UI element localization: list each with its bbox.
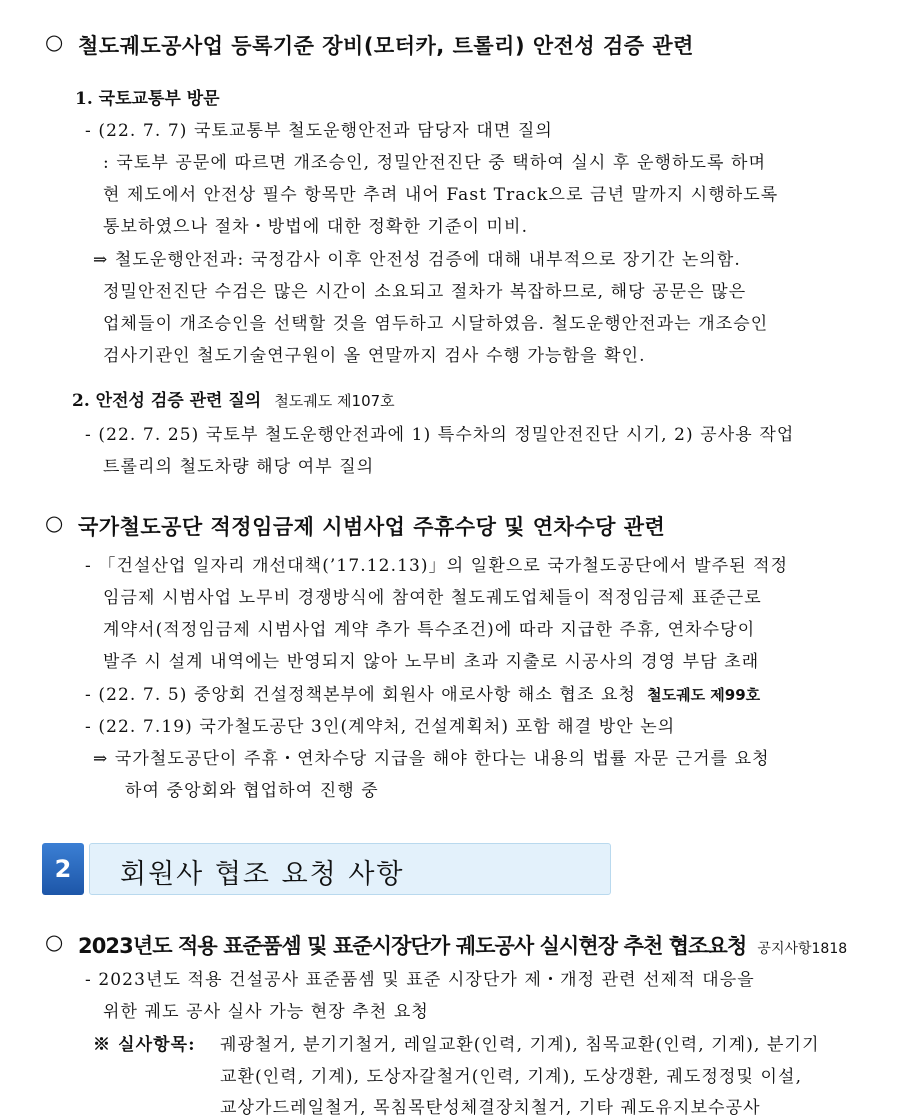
section-title: 회원사 협조 요청 사항: [120, 859, 405, 890]
paragraph-line: - 2023년도 적용 건설공사 표준품셈 및 표준 시장단가 제・개정 관련 선제적 대응을: [85, 970, 755, 990]
bullet-icon: ○: [45, 30, 64, 54]
reference-number: 철도궤도 제107호: [274, 392, 395, 410]
reference-number: 공지사항1818: [757, 941, 848, 957]
paragraph-line: - (22. 7. 5) 중앙회 건설정책본부에 회원사 애로사항 해소 협조 요청: [85, 685, 637, 705]
subheading-row: [72, 386, 395, 411]
paragraph-line: : 국토부 공문에 따르면 개조승인, 정밀안전진단 중 택하여 실시 후 운행하도록 하며: [103, 153, 767, 173]
paragraph-line: ⇒ 국가철도공단이 주휴・연차수당 지급을 해야 한다는 내용의 법률 자문 근거를 요청: [93, 749, 770, 769]
paragraph-line: 트롤리의 철도차량 해당 여부 질의: [103, 457, 375, 477]
subheading: 1. 국토교통부 방문: [75, 89, 220, 109]
paragraph-line: 발주 시 설계 내역에는 반영되지 않아 노무비 초과 지출로 시공사의 경영 부담 초래: [103, 652, 760, 672]
topic-title: 2023년도 적용 표준품셈 및 표준시장단가 궤도공사 실시현장 추천 협조요청: [78, 934, 747, 958]
note-label: ※ 실사항목:: [93, 1035, 196, 1055]
paragraph-line: 검사기관인 철도기술연구원이 올 연말까지 검사 수행 가능함을 확인.: [103, 346, 646, 366]
paragraph-line: 하여 중앙회와 협업하여 진행 중: [125, 781, 379, 801]
paragraph-line: 임금제 시범사업 노무비 경쟁방식에 참여한 철도궤도업체들이 적정임금제 표준근로: [103, 588, 762, 608]
paragraph-line: - (22. 7.19) 국가철도공단 3인(계약처, 건설계획처) 포함 해결 방안 논의: [85, 717, 676, 737]
section-header: [89, 843, 611, 895]
section-number-badge: 2: [42, 843, 84, 895]
paragraph-line: - 「건설산업 일자리 개선대책(’17.12.13)」의 일환으로 국가철도공단에서 발주된 적정: [85, 556, 789, 576]
paragraph-line: 현 제도에서 안전상 필수 항목만 추려 내어 Fast Track으로 금년 말까지 시행하도록: [103, 185, 779, 205]
paragraph-line: 정밀안전진단 수검은 많은 시간이 소요되고 절차가 복잡하므로, 해당 공문은 많은: [103, 282, 747, 302]
topic-title: 철도궤도공사업 등록기준 장비(모터카, 트롤리) 안전성 검증 관련: [78, 34, 694, 58]
bullet-icon: ○: [45, 930, 64, 954]
note-line: 교상가드레일철거, 목침목탄성체결장치철거, 기타 궤도유지보수공사: [220, 1098, 761, 1118]
reference-number: 철도궤도 제99호: [647, 686, 761, 704]
paragraph-line: 통보하였으나 절차・방법에 대한 정확한 기준이 미비.: [103, 217, 529, 237]
note-line: 궤광철거, 분기기철거, 레일교환(인력, 기계), 침목교환(인력, 기계), 분기기: [220, 1035, 820, 1055]
subheading: 2. 안전성 검증 관련 질의: [72, 391, 262, 411]
paragraph-line: - (22. 7. 25) 국토부 철도운행안전과에 1) 특수차의 정밀안전진단 시기, 2) 공사용 작업: [85, 425, 795, 445]
bullet-icon: ○: [45, 511, 64, 535]
paragraph-line: 위한 궤도 공사 실사 가능 현장 추천 요청: [103, 1002, 429, 1022]
paragraph-line: 계약서(적정임금제 시범사업 계약 추가 특수조건)에 따라 지급한 주휴, 연차수당이: [103, 620, 756, 640]
paragraph-line: 업체들이 개조승인을 선택할 것을 염두하고 시달하였음. 철도운행안전과는 개조승인: [103, 314, 769, 334]
topic-title-row: [78, 930, 847, 960]
paragraph-row: [85, 680, 760, 705]
note-line: 교환(인력, 기계), 도상자갈철거(인력, 기계), 도상갱환, 궤도정정및 이설,: [220, 1067, 803, 1087]
topic-title: 국가철도공단 적정임금제 시범사업 주휴수당 및 연차수당 관련: [78, 515, 666, 539]
paragraph-line: ⇒ 철도운행안전과: 국정감사 이후 안전성 검증에 대해 내부적으로 장기간 논의함.: [93, 250, 741, 270]
paragraph-line: - (22. 7. 7) 국토교통부 철도운행안전과 담당자 대면 질의: [85, 121, 553, 141]
